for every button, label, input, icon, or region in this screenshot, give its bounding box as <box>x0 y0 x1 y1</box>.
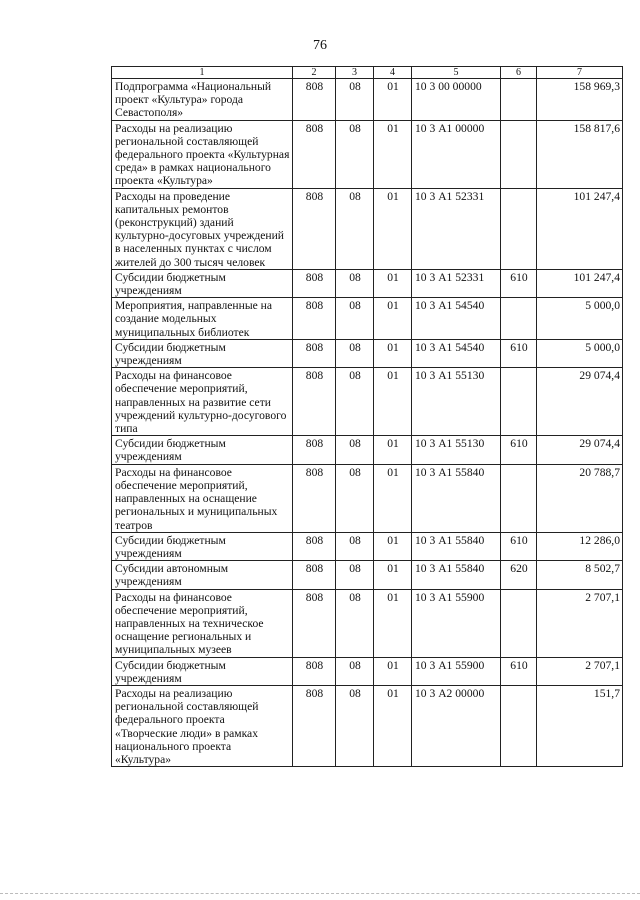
column-header: 6 <box>501 67 537 79</box>
amount-cell: 151,7 <box>537 685 623 766</box>
bottom-divider <box>0 893 640 894</box>
section-code-cell: 08 <box>336 657 374 685</box>
section-code-cell: 08 <box>336 532 374 560</box>
section-code-cell: 08 <box>336 79 374 121</box>
target-article-cell: 10 3 А1 55840 <box>412 464 501 532</box>
section-code-cell: 08 <box>336 685 374 766</box>
row-name-cell: Субсидии бюджетным учреждениям <box>112 532 293 560</box>
target-article-cell: 10 3 А1 55900 <box>412 589 501 657</box>
budget-table <box>111 66 623 767</box>
target-article-cell: 10 3 А1 54540 <box>412 339 501 367</box>
ministry-code-cell: 808 <box>293 368 336 436</box>
section-code-cell: 08 <box>336 589 374 657</box>
table-row <box>112 561 623 589</box>
expense-type-cell: 610 <box>501 269 537 297</box>
column-header: 7 <box>537 67 623 79</box>
section-code-cell: 08 <box>336 464 374 532</box>
ministry-code-cell: 808 <box>293 657 336 685</box>
expense-type-cell: 610 <box>501 657 537 685</box>
amount-cell: 29 074,4 <box>537 368 623 436</box>
ministry-code-cell: 808 <box>293 436 336 464</box>
amount-cell: 2 707,1 <box>537 589 623 657</box>
amount-cell: 20 788,7 <box>537 464 623 532</box>
subsection-code-cell: 01 <box>374 589 412 657</box>
ministry-code-cell: 808 <box>293 561 336 589</box>
section-code-cell: 08 <box>336 188 374 269</box>
subsection-code-cell: 01 <box>374 464 412 532</box>
expense-type-cell <box>501 120 537 188</box>
section-code-cell: 08 <box>336 339 374 367</box>
row-name-cell: Расходы на проведение капитальных ремонтов (реконструкций) зданий культурно-досуговых учреждений в населенных пунктах с числом жителей до 300 тысяч человек <box>112 188 293 269</box>
expense-type-cell <box>501 298 537 340</box>
target-article-cell: 10 3 А1 55840 <box>412 561 501 589</box>
target-article-cell: 10 3 А1 55130 <box>412 368 501 436</box>
table-row <box>112 368 623 436</box>
row-name-cell: Расходы на финансовое обеспечение мероприятий, направленных на развитие сети учреждений культурно-досугового типа <box>112 368 293 436</box>
subsection-code-cell: 01 <box>374 269 412 297</box>
ministry-code-cell: 808 <box>293 464 336 532</box>
table-row <box>112 685 623 766</box>
column-header: 4 <box>374 67 412 79</box>
table-row <box>112 269 623 297</box>
ministry-code-cell: 808 <box>293 685 336 766</box>
subsection-code-cell: 01 <box>374 79 412 121</box>
subsection-code-cell: 01 <box>374 298 412 340</box>
table-row <box>112 532 623 560</box>
row-name-cell: Субсидии бюджетным учреждениям <box>112 436 293 464</box>
amount-cell: 8 502,7 <box>537 561 623 589</box>
row-name-cell: Субсидии бюджетным учреждениям <box>112 269 293 297</box>
subsection-code-cell: 01 <box>374 657 412 685</box>
section-code-cell: 08 <box>336 269 374 297</box>
row-name-cell: Субсидии автономным учреждениям <box>112 561 293 589</box>
ministry-code-cell: 808 <box>293 298 336 340</box>
subsection-code-cell: 01 <box>374 188 412 269</box>
amount-cell: 29 074,4 <box>537 436 623 464</box>
ministry-code-cell: 808 <box>293 339 336 367</box>
ministry-code-cell: 808 <box>293 589 336 657</box>
ministry-code-cell: 808 <box>293 269 336 297</box>
target-article-cell: 10 3 А1 52331 <box>412 188 501 269</box>
ministry-code-cell: 808 <box>293 532 336 560</box>
row-name-cell: Расходы на реализацию региональной составляющей федерального проекта «Творческие люди» в рамках национального проекта «Культура» <box>112 685 293 766</box>
expense-type-cell <box>501 368 537 436</box>
subsection-code-cell: 01 <box>374 532 412 560</box>
section-code-cell: 08 <box>336 298 374 340</box>
table-row <box>112 339 623 367</box>
page-number: 76 <box>313 38 327 53</box>
table-header-row <box>112 67 623 79</box>
section-code-cell: 08 <box>336 436 374 464</box>
ministry-code-cell: 808 <box>293 188 336 269</box>
table-row <box>112 589 623 657</box>
expense-type-cell: 610 <box>501 436 537 464</box>
row-name-cell: Мероприятия, направленные на создание модельных муниципальных библиотек <box>112 298 293 340</box>
target-article-cell: 10 3 А2 00000 <box>412 685 501 766</box>
amount-cell: 5 000,0 <box>537 298 623 340</box>
row-name-cell: Расходы на финансовое обеспечение мероприятий, направленных на оснащение региональных и муниципальных театров <box>112 464 293 532</box>
expense-type-cell <box>501 79 537 121</box>
target-article-cell: 10 3 А1 55130 <box>412 436 501 464</box>
column-header: 1 <box>112 67 293 79</box>
section-code-cell: 08 <box>336 120 374 188</box>
amount-cell: 2 707,1 <box>537 657 623 685</box>
subsection-code-cell: 01 <box>374 368 412 436</box>
target-article-cell: 10 3 А1 54540 <box>412 298 501 340</box>
column-header: 3 <box>336 67 374 79</box>
row-name-cell: Субсидии бюджетным учреждениям <box>112 657 293 685</box>
section-code-cell: 08 <box>336 561 374 589</box>
expense-type-cell <box>501 589 537 657</box>
target-article-cell: 10 3 00 00000 <box>412 79 501 121</box>
section-code-cell: 08 <box>336 368 374 436</box>
table-row <box>112 188 623 269</box>
amount-cell: 158 817,6 <box>537 120 623 188</box>
target-article-cell: 10 3 А1 52331 <box>412 269 501 297</box>
row-name-cell: Субсидии бюджетным учреждениям <box>112 339 293 367</box>
column-header: 5 <box>412 67 501 79</box>
subsection-code-cell: 01 <box>374 436 412 464</box>
ministry-code-cell: 808 <box>293 120 336 188</box>
table-row <box>112 79 623 121</box>
column-header: 2 <box>293 67 336 79</box>
expense-type-cell: 610 <box>501 339 537 367</box>
amount-cell: 101 247,4 <box>537 188 623 269</box>
expense-type-cell: 610 <box>501 532 537 560</box>
row-name-cell: Расходы на реализацию региональной составляющей федерального проекта «Культурная среда» в рамках национального проекта «Культура» <box>112 120 293 188</box>
table-row <box>112 464 623 532</box>
subsection-code-cell: 01 <box>374 561 412 589</box>
subsection-code-cell: 01 <box>374 685 412 766</box>
expense-type-cell: 620 <box>501 561 537 589</box>
row-name-cell: Подпрограмма «Национальный проект «Культура» города Севастополя» <box>112 79 293 121</box>
ministry-code-cell: 808 <box>293 79 336 121</box>
subsection-code-cell: 01 <box>374 339 412 367</box>
table-row <box>112 298 623 340</box>
subsection-code-cell: 01 <box>374 120 412 188</box>
amount-cell: 158 969,3 <box>537 79 623 121</box>
table-row <box>112 120 623 188</box>
table-row <box>112 436 623 464</box>
row-name-cell: Расходы на финансовое обеспечение мероприятий, направленных на техническое оснащение региональных и муниципальных музеев <box>112 589 293 657</box>
amount-cell: 12 286,0 <box>537 532 623 560</box>
amount-cell: 101 247,4 <box>537 269 623 297</box>
expense-type-cell <box>501 188 537 269</box>
target-article-cell: 10 3 А1 00000 <box>412 120 501 188</box>
amount-cell: 5 000,0 <box>537 339 623 367</box>
table-row <box>112 657 623 685</box>
target-article-cell: 10 3 А1 55840 <box>412 532 501 560</box>
expense-type-cell <box>501 685 537 766</box>
target-article-cell: 10 3 А1 55900 <box>412 657 501 685</box>
expense-type-cell <box>501 464 537 532</box>
